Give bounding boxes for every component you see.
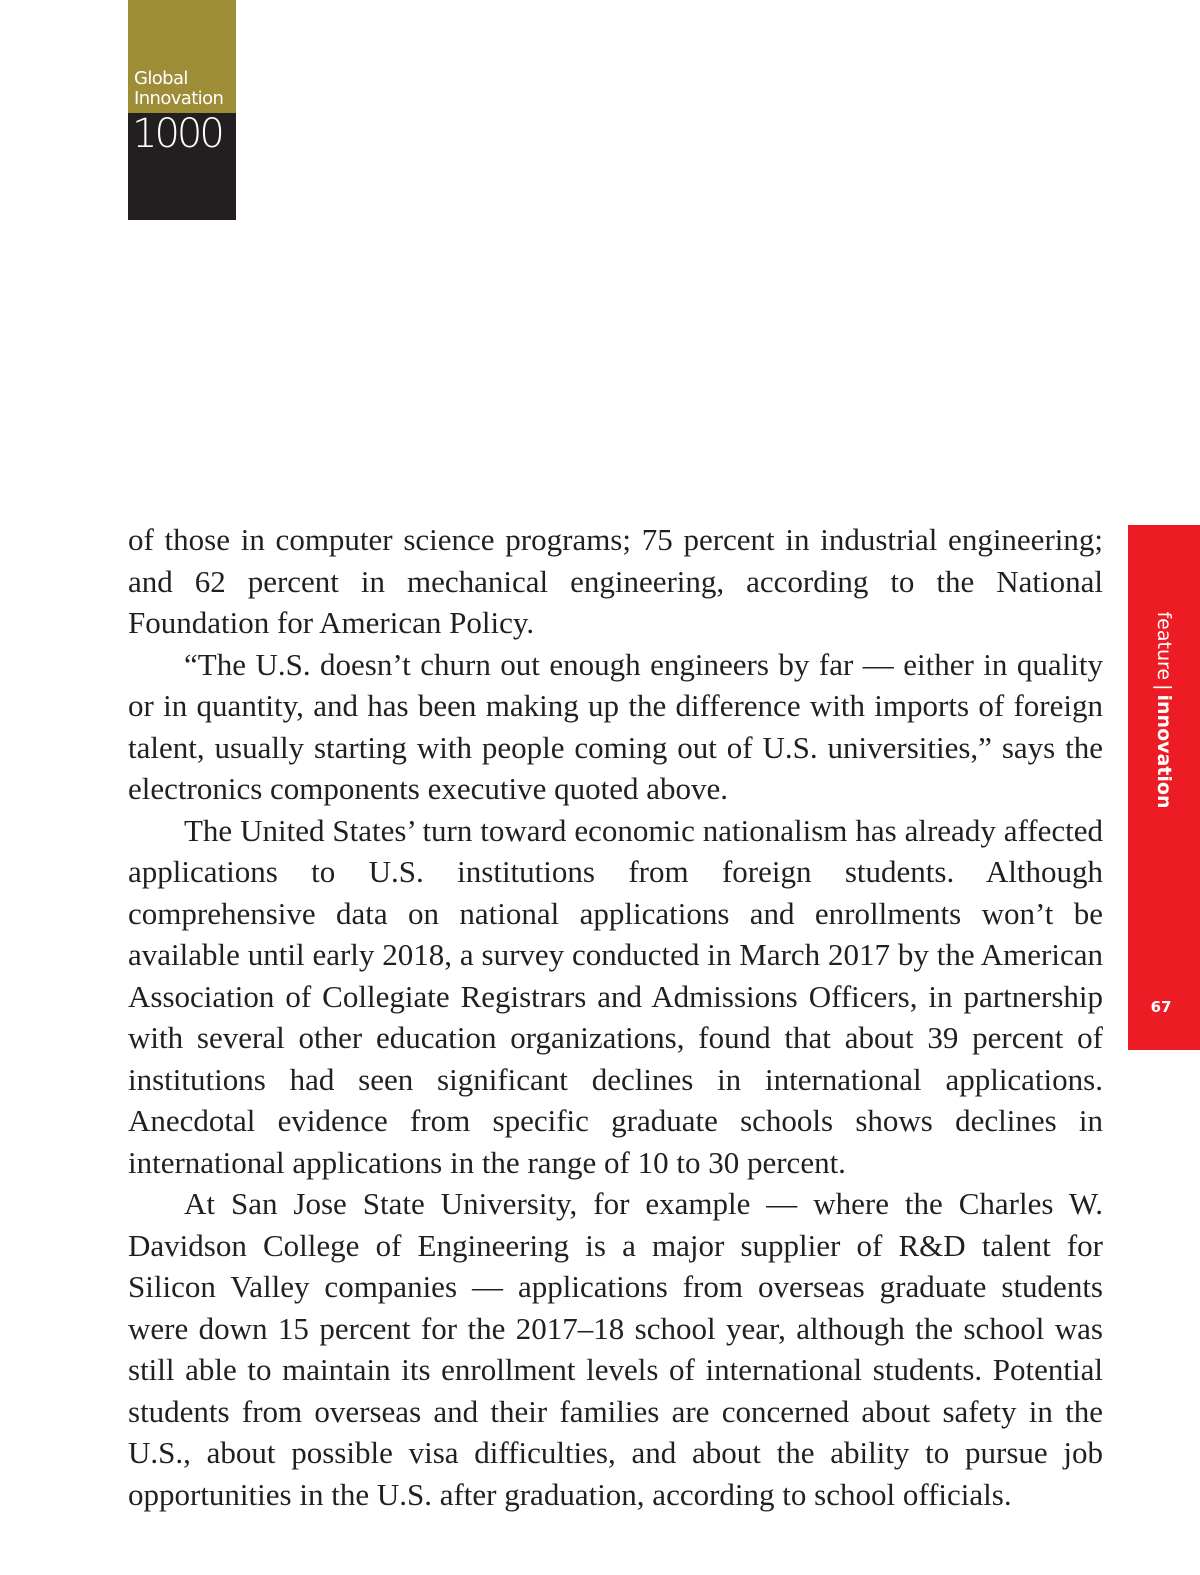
paragraph: “The U.S. doesn’t churn out enough engineers by far — either in quality or in quantity, and has been making up the difference with imports of foreign talent, usually starting with people coming out of U.S. universities,” says the electronics components executive quoted above. (128, 646, 1103, 806)
section-side-tab (1128, 525, 1200, 1050)
page-number: 67 (1150, 998, 1172, 1016)
section-topic: innovation (1153, 694, 1175, 809)
paragraph: of those in computer science programs; 75 percent in industrial engineering; and 62 percent in mechanical engineering, according to the National Foundation for American Policy. (128, 522, 1103, 640)
section-separator: | (1153, 684, 1175, 691)
article-body (128, 519, 1103, 1515)
paragraph: The United States’ turn toward economic nationalism has already affected applications to U.S. institutions from foreign students. Although comprehensive data on national applications and enrollments won’t be available until early 2018, a survey conducted in March 2017 by the American Association of Collegiate Registrars and Admissions Officers, in partnership with several other education organizations, found that about 39 percent of institutions had seen significant declines in international applications. Anecdotal evidence from specific graduate schools shows declines in international applications in the range of 10 to 30 percent. (128, 812, 1103, 1180)
section-label (1153, 611, 1175, 808)
global-innovation-1000-logo (128, 0, 236, 220)
paragraph: At San Jose State University, for example — where the Charles W. Davidson College of Engineering is a major supplier of R&D talent for Silicon Valley companies — applications from overseas graduate students were down 15 percent for the 2017–18 school year, although the school was still able to maintain its enrollment levels of international students. Potential students from overseas and their families are concerned about safety in the U.S., about possible visa difficulties, and about the ability to pursue job opportunities in the U.S. after graduation, according to school officials. (128, 1186, 1103, 1512)
logo-line-global: Global (134, 68, 188, 89)
section-name: feature (1153, 611, 1175, 681)
logo-line-innovation: Innovation (134, 88, 224, 109)
logo-number: 1000 (132, 111, 222, 157)
